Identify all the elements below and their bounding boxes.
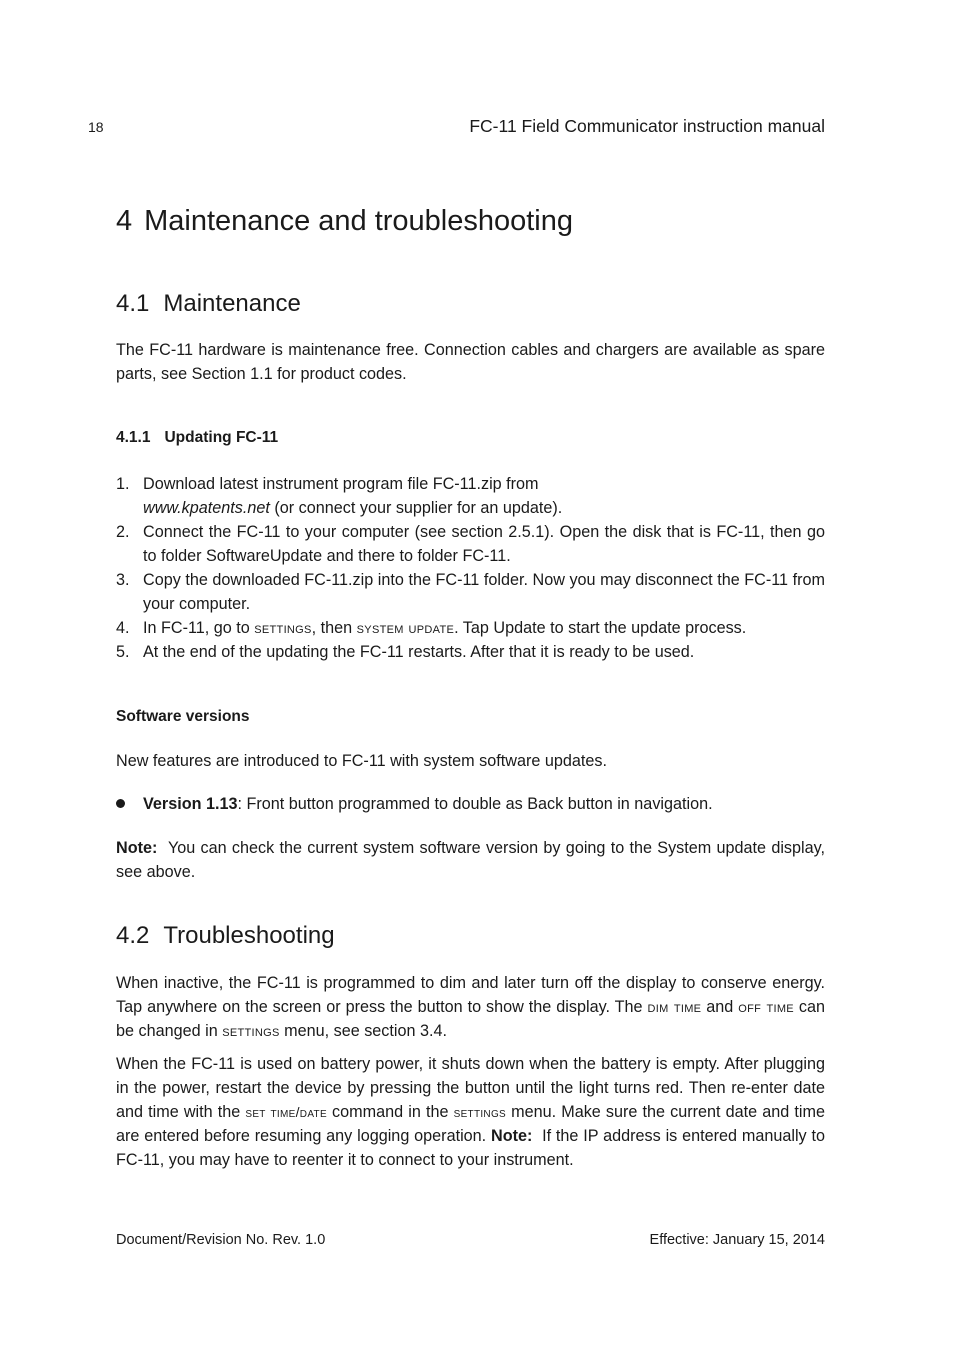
subsection-number: 4.1.1: [116, 429, 151, 446]
version-label: Version 1.13: [143, 795, 238, 813]
list-item: [116, 520, 825, 568]
command-name-set-time-date: set time/date: [245, 1104, 327, 1120]
chapter-heading: [116, 205, 573, 238]
list-item: [116, 640, 825, 664]
list-item-number: 4.: [116, 619, 130, 637]
footer-document-revision: Document/Revision No. Rev. 1.0: [116, 1232, 326, 1248]
software-note-paragraph: [116, 836, 825, 884]
page-number: 18: [88, 119, 104, 135]
step-text: Download latest instrument program file FC-11.zip from: [143, 475, 539, 493]
footer-effective-date: Effective: January 15, 2014: [649, 1232, 825, 1248]
list-item: [116, 472, 825, 520]
menu-name-system-update: system update: [356, 619, 455, 637]
section-heading-troubleshooting: [116, 922, 335, 950]
version-bullet-item: [116, 792, 825, 816]
list-item: [116, 616, 825, 640]
step-text: At the end of the updating the FC-11 restarts. After that it is ready to be used.: [143, 643, 695, 661]
troubleshooting-paragraph-2: [116, 1052, 830, 1172]
chapter-title: Maintenance and troubleshooting: [144, 205, 574, 237]
step-text: . Tap Update to start the update process.: [454, 619, 747, 637]
website-link[interactable]: www.kpatents.net: [143, 499, 270, 517]
step-text: Copy the downloaded FC-11.zip into the FC-11 folder. Now you may disconnect the FC-11 from your computer.: [143, 571, 825, 613]
setting-name-off-time: off time: [738, 998, 794, 1016]
subsection-heading-updating: [116, 429, 278, 447]
software-versions-heading: Software versions: [116, 708, 250, 725]
software-versions-intro: New features are introduced to FC-11 with system software updates.: [116, 752, 607, 770]
section-number: 4.2: [116, 922, 150, 949]
update-steps-list: [116, 472, 825, 664]
paragraph-text: When inactive, the FC-11 is programmed to dim and later turn off the display to conserve energy. Tap anywhere on the screen or press the button to show the display. The: [116, 974, 825, 1016]
paragraph-text: can be changed in: [116, 998, 825, 1040]
note-text: You can check the current system software version by going to the System update display, see above.: [116, 839, 826, 881]
menu-name-settings: settings: [453, 1104, 506, 1120]
note-label: Note:: [491, 1127, 533, 1145]
note-label: Note:: [116, 839, 158, 857]
paragraph-text: If the IP address is entered manually to FC-11, you may have to reenter it to connect to your instrument.: [116, 1127, 830, 1169]
paragraph-text: When the FC-11 is used on battery power, it shuts down when the battery is empty. After plugging in the power, restart the device by pressing the button until the light turns red. Then re-enter date and time with the: [116, 1055, 825, 1121]
step-text: In FC-11, go to: [143, 619, 255, 637]
paragraph-text: menu. Make sure the current date and time are entered before resuming any logging operation.: [116, 1103, 825, 1145]
paragraph-text: menu, see section 3.4.: [279, 1022, 447, 1040]
menu-name-settings: settings: [254, 619, 312, 637]
section-heading-maintenance: [116, 290, 301, 318]
paragraph-text: command in the: [326, 1103, 454, 1121]
list-item-number: 2.: [116, 523, 130, 541]
setting-name-dim-time: dim time: [647, 998, 702, 1016]
paragraph-text: and: [701, 998, 739, 1016]
list-item-number: 5.: [116, 643, 130, 661]
section-title: Troubleshooting: [163, 922, 335, 949]
step-text: Connect the FC-11 to your computer (see section 2.5.1). Open the disk that is FC-11, then go to folder SoftwareUpdate and there to folder FC-11.: [143, 523, 825, 565]
subsection-title: Updating FC-11: [164, 429, 279, 446]
section-number: 4.1: [116, 290, 150, 317]
section-title: Maintenance: [163, 290, 301, 317]
troubleshooting-paragraph-1: [116, 971, 825, 1043]
list-item-number: 3.: [116, 571, 130, 589]
bullet-icon: [116, 799, 125, 808]
maintenance-paragraph: The FC-11 hardware is maintenance free. Connection cables and chargers are available as spare parts, see Section 1.1 for product codes.: [116, 341, 825, 383]
list-item-number: 1.: [116, 475, 130, 493]
step-text: , then: [311, 619, 357, 637]
chapter-number: 4: [116, 205, 133, 237]
menu-name-settings: settings: [222, 1022, 280, 1040]
version-description: : Front button programmed to double as Back button in navigation.: [237, 795, 713, 813]
step-text: (or connect your supplier for an update).: [269, 499, 563, 517]
running-header-title: FC-11 Field Communicator instruction manual: [469, 116, 825, 136]
list-item: [116, 568, 825, 616]
